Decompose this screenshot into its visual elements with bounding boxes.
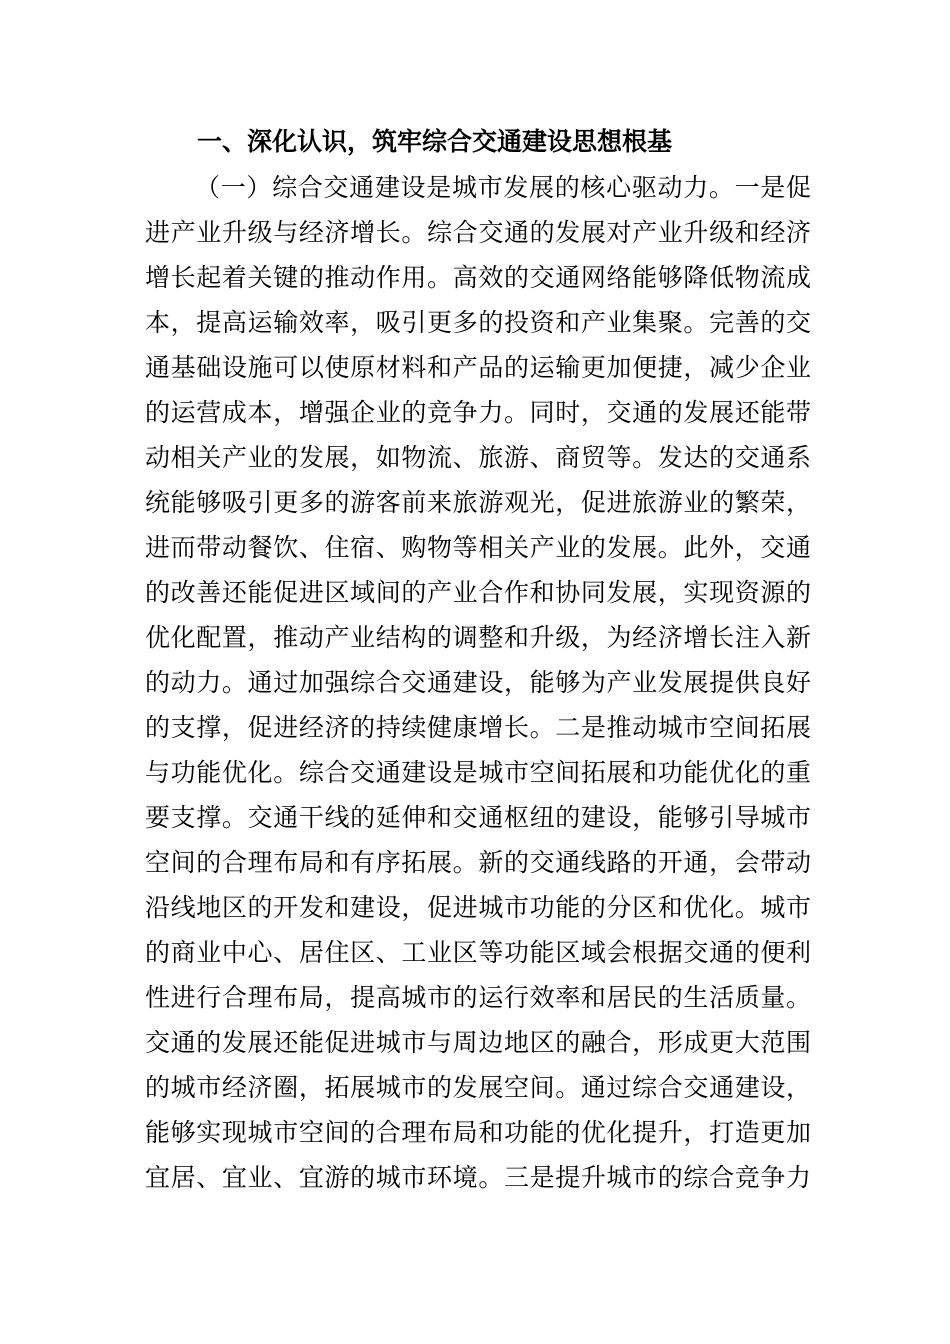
text-line: 优化配置，推动产业结构的调整和升级，为经济增长注入新 — [145, 623, 811, 652]
text-line: 本，提高运输效率，吸引更多的投资和产业集聚。完善的交 — [145, 308, 811, 337]
text-line: 要支撑。交通干线的延伸和交通枢纽的建设，能够引导城市 — [145, 803, 811, 832]
text-line: 进产业升级与经济增长。综合交通的发展对产业升级和经济 — [145, 218, 811, 247]
text-line: 性进行合理布局，提高城市的运行效率和居民的生活质量。 — [145, 983, 811, 1012]
text-line: 沿线地区的开发和建设，促进城市功能的分区和优化。城市 — [145, 893, 811, 922]
text-line: 与功能优化。综合交通建设是城市空间拓展和功能优化的重 — [145, 758, 811, 787]
text-line: 的商业中心、居住区、工业区等功能区域会根据交通的便利 — [145, 938, 811, 967]
text-line: 增长起着关键的推动作用。高效的交通网络能够降低物流成 — [145, 263, 811, 292]
text-line: 空间的合理布局和有序拓展。新的交通线路的开通，会带动 — [145, 848, 811, 877]
text-line: （一）综合交通建设是城市发展的核心驱动力。一是促 — [195, 173, 811, 202]
text-line: 的改善还能促进区域间的产业合作和协同发展，实现资源的 — [145, 578, 811, 607]
text-line: 宜居、宜业、宜游的城市环境。三是提升城市的综合竞争力 — [145, 1163, 811, 1192]
text-line: 的运营成本，增强企业的竞争力。同时，交通的发展还能带 — [145, 398, 811, 427]
body-paragraph — [145, 165, 811, 1200]
section-heading: 一、深化认识，筑牢综合交通建设思想根基 — [197, 127, 673, 156]
text-line: 能够实现城市空间的合理布局和功能的优化提升，打造更加 — [145, 1118, 811, 1147]
text-line: 的动力。通过加强综合交通建设，能够为产业发展提供良好 — [145, 668, 811, 697]
text-line: 交通的发展还能促进城市与周边地区的融合，形成更大范围 — [145, 1028, 811, 1057]
text-line: 通基础设施可以使原材料和产品的运输更加便捷，减少企业 — [145, 353, 811, 382]
text-line: 进而带动餐饮、住宿、购物等相关产业的发展。此外，交通 — [145, 533, 811, 562]
text-line: 统能够吸引更多的游客前来旅游观光，促进旅游业的繁荣， — [145, 488, 811, 517]
text-line: 的支撑，促进经济的持续健康增长。二是推动城市空间拓展 — [145, 713, 811, 742]
text-line: 的城市经济圈，拓展城市的发展空间。通过综合交通建设， — [145, 1073, 811, 1102]
text-line: 动相关产业的发展，如物流、旅游、商贸等。发达的交通系 — [145, 443, 811, 472]
